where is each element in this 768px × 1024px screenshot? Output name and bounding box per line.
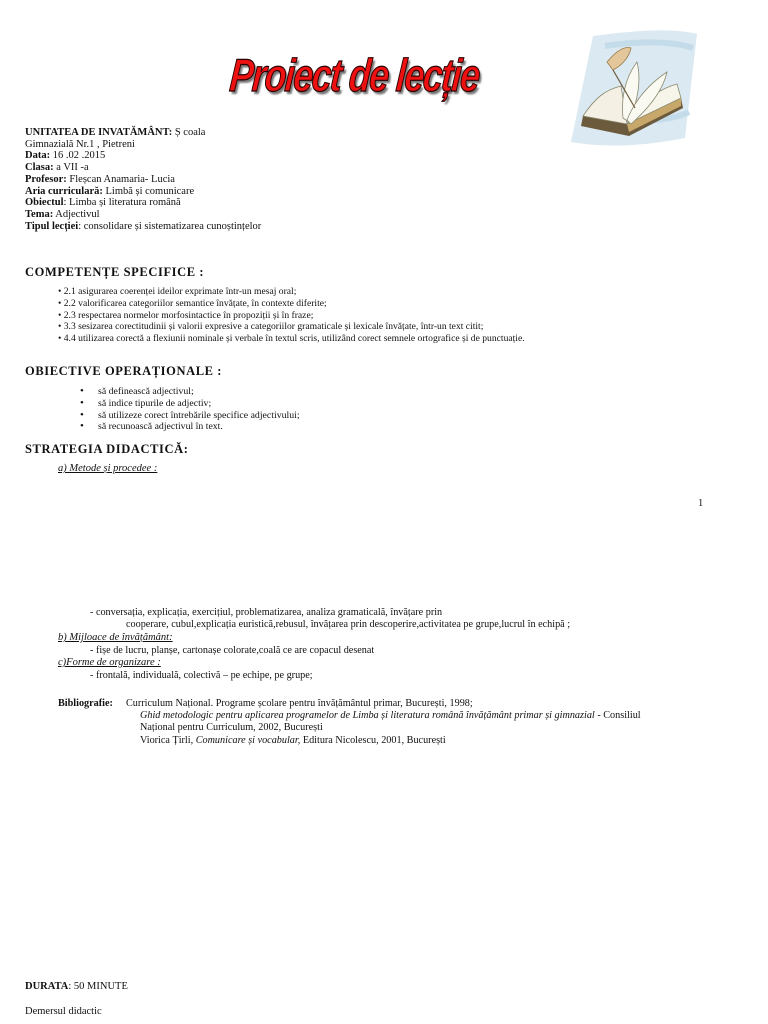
durata <box>25 981 128 993</box>
bib-entry-2-cont: Național pentru Curriculum, 2002, București <box>140 722 323 734</box>
meta-clasa: Clasa: a VII -a <box>25 162 89 174</box>
bibliografie-label: Bibliografie <box>58 698 110 709</box>
page-number: 1 <box>698 498 704 509</box>
strategia-heading: STRATEGIA DIDACTICĂ: <box>25 442 189 456</box>
open-book-with-quill-icon <box>565 28 705 150</box>
mijloace-line: - fișe de lucru, planșe, cartonașe colorate,coală ce are copacul desenat <box>90 645 375 656</box>
lesson-metadata <box>25 127 261 232</box>
bib-entry-1: Curriculum Național. Programe școlare pentru învățământul primar, București, 1998; <box>126 698 473 709</box>
meta-obiectul: Obiectul: Limba și literatura română <box>25 197 181 209</box>
list-item: • 2.3 respectarea normelor morfosintactice în propoziții și în fraze; <box>58 309 314 321</box>
metode-line-1: - conversația, explicația, exercițiul, problematizarea, analiza gramaticală, învățare prin <box>90 607 443 618</box>
competente-list <box>58 286 525 345</box>
meta-aria: Aria curriculară: Limbă și comunicare <box>25 185 195 197</box>
forme-label: c)Forme de organizare : <box>58 657 161 668</box>
list-item: • 2.1 asigurarea coerenței ideilor exprimate într-un mesaj oral; <box>58 286 297 297</box>
bib-entry-3: Viorica Țirli, Comunicare și vocabular, Editura Nicolescu, 2001, București <box>140 734 446 746</box>
list-item: • să utilizeze corect întrebările specifice adjectivului; <box>80 410 300 422</box>
meta-unitatea-cont: Gimnazială Nr.1 , Pietreni <box>25 138 135 150</box>
metode-label: a) Metode și procedee : <box>58 463 158 474</box>
competente-heading: COMPETENȚE SPECIFICE : <box>25 265 205 279</box>
obiective-heading: OBIECTIVE OPERAȚIONALE : <box>25 364 223 378</box>
bib-entry-2: Ghid metodologic pentru aplicarea programelor de Limba și literatura română învățământ primar și gimnazial - Consiliul <box>140 710 641 722</box>
list-item: • să recunoască adjectivul în text. <box>80 421 300 433</box>
mijloace-label: b) Mijloace de învățământ: <box>58 632 173 643</box>
meta-unitatea: UNITATEA DE INVATĂMÂNT: Ș coala <box>25 127 206 138</box>
list-item: • să indice tipurile de adjectiv; <box>80 398 300 410</box>
meta-profesor: Profesor: Fleșcan Anamaria- Lucia <box>25 173 175 185</box>
list-item: • 3.3 sesizarea corectitudinii și valorii expresive a categoriilor gramaticale și lexicale învățate, într-un text citit; <box>58 321 484 333</box>
meta-tipul: Tipul lecției: consolidare și sistematizarea cunoștințelor <box>25 220 262 232</box>
list-item: • să definească adjectivul; <box>80 386 300 398</box>
list-item: • 4.4 utilizarea corectă a flexiunii nominale și verbale în textul scris, utilizând corect semnele ortografice și de punctuație. <box>58 333 525 345</box>
meta-data: Data: 16 .02 .2015 <box>25 150 106 162</box>
page-title-wordart: Proiect de lecție <box>227 49 481 101</box>
meta-tema: Tema: Adjectivul <box>25 208 100 220</box>
demersul-didactic: Demersul didactic <box>25 1006 102 1017</box>
obiective-list <box>80 386 300 433</box>
list-item: • 2.2 valorificarea categoriilor semantice învățate, în contexte diferite; <box>58 297 327 309</box>
forme-line: - frontală, individuală, colectivă – pe echipe, pe grupe; <box>90 670 313 681</box>
durata-value: : 50 MINUTE <box>68 981 128 992</box>
metode-line-2: cooperare, cubul,explicația euristică,rebusul, învățarea prin descoperire,activitatea pe grupe,lucrul în echipă ; <box>126 619 571 630</box>
durata-label: DURATA <box>25 981 69 992</box>
